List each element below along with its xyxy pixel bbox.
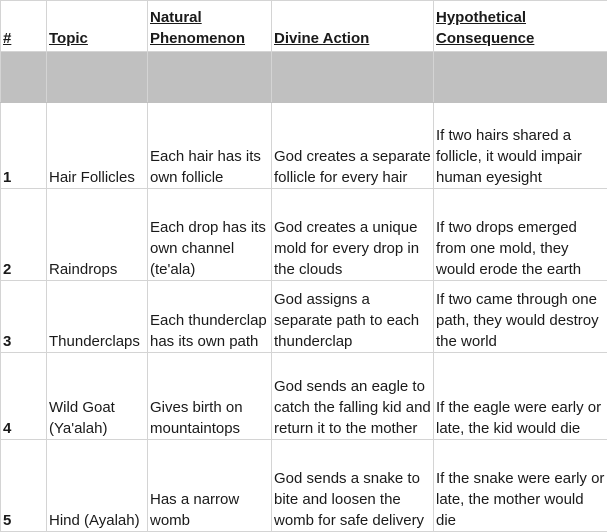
table-row [1, 353, 607, 440]
topic-cell: Raindrops [47, 189, 148, 281]
header-hypothetical-consequence: Hypothetical Consequence [434, 1, 607, 52]
consequence-cell: If the eagle were early or late, the kid would die [434, 353, 607, 440]
phenomenon-cell: Each drop has its own channel (te'ala) [148, 189, 272, 281]
header-topic: Topic [47, 1, 148, 52]
row-number: 1 [1, 103, 47, 189]
phenomenon-cell: Each hair has its own follicle [148, 103, 272, 189]
consequence-cell: If two came through one path, they would destroy the world [434, 281, 607, 353]
topic-cell: Thunderclaps [47, 281, 148, 353]
topic-cell: Hind (Ayalah) [47, 440, 148, 532]
divine-action-cell: God sends an eagle to catch the falling kid and return it to the mother [272, 353, 434, 440]
row-number: 5 [1, 440, 47, 532]
table-row [1, 281, 607, 353]
row-number: 3 [1, 281, 47, 353]
divine-action-cell: God assigns a separate path to each thunderclap [272, 281, 434, 353]
topic-cell: Wild Goat (Ya'alah) [47, 353, 148, 440]
header-divine-action: Divine Action [272, 1, 434, 52]
consequence-cell: If the snake were early or late, the mother would die [434, 440, 607, 532]
phenomenon-cell: Gives birth on mountaintops [148, 353, 272, 440]
phenomenon-cell: Each thunderclap has its own path [148, 281, 272, 353]
table-row [1, 189, 607, 281]
row-number: 4 [1, 353, 47, 440]
header-row [1, 1, 607, 52]
divine-action-cell: God creates a unique mold for every drop in the clouds [272, 189, 434, 281]
phenomenon-cell: Has a narrow womb [148, 440, 272, 532]
table-row [1, 103, 607, 189]
header-natural-phenomenon: Natural Phenomenon [148, 1, 272, 52]
header-number: # [1, 1, 47, 52]
header-separator [1, 52, 607, 103]
consequence-cell: If two drops emerged from one mold, they would erode the earth [434, 189, 607, 281]
consequence-cell: If two hairs shared a follicle, it would impair human eyesight [434, 103, 607, 189]
divine-action-cell: God creates a separate follicle for every hair [272, 103, 434, 189]
table-row [1, 440, 607, 532]
divine-action-cell: God sends a snake to bite and loosen the womb for safe delivery [272, 440, 434, 532]
row-number: 2 [1, 189, 47, 281]
topic-cell: Hair Follicles [47, 103, 148, 189]
